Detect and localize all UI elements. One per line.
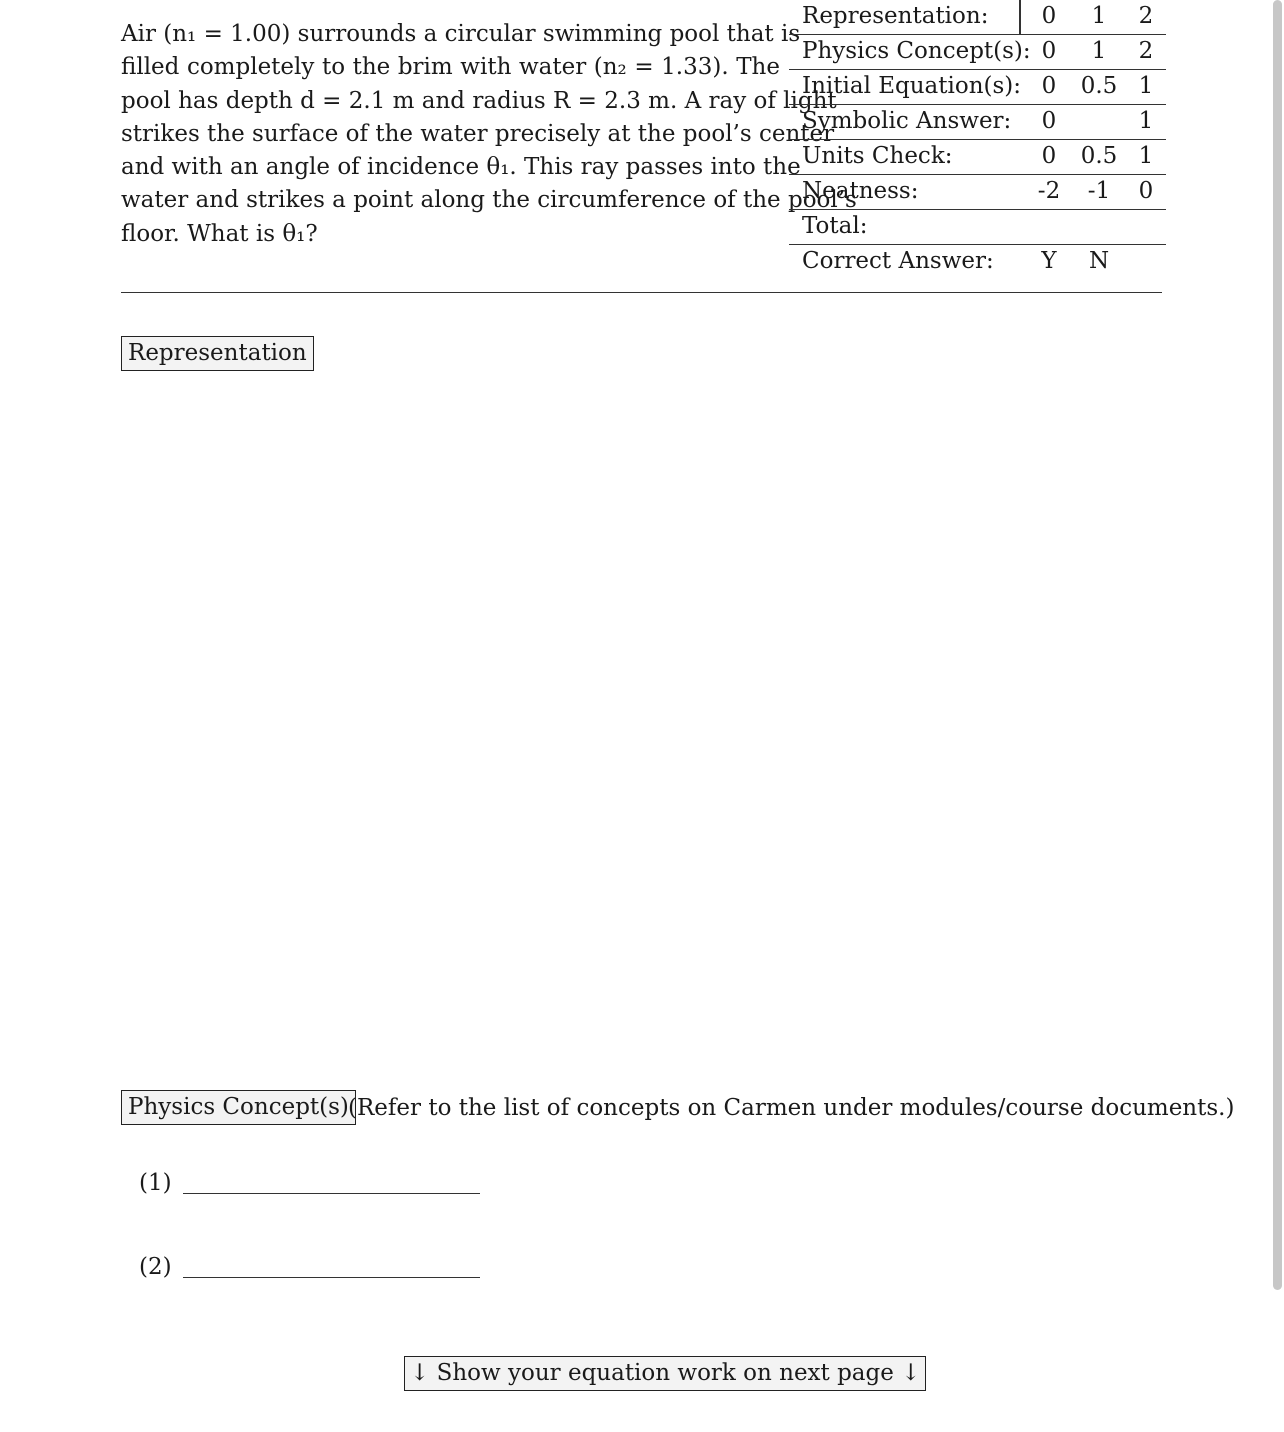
physics-concepts-note: (Refer to the list of concepts on Carmen under modules/course documents.) (348, 1095, 1235, 1121)
rubric-score: 0 (1041, 38, 1057, 64)
concept-number-2: (2) (139, 1254, 172, 1280)
rubric-score: 1 (1138, 73, 1154, 99)
concept-number-1: (1) (139, 1170, 172, 1196)
rubric-score: 0 (1041, 143, 1057, 169)
rubric-score: 0.5 (1080, 143, 1118, 169)
rubric-answer-yes: Y (1041, 248, 1057, 274)
section-divider (121, 292, 1162, 293)
concept-blank-1[interactable] (183, 1193, 480, 1194)
problem-line: strikes the surface of the water precisely at the pool’s center (121, 120, 835, 147)
rubric-score: 1 (1091, 38, 1107, 64)
rubric-label: Correct Answer: (802, 248, 994, 274)
rubric-label: Initial Equation(s): (802, 73, 1022, 99)
rubric-row (789, 0, 1166, 35)
rubric-row (789, 175, 1166, 210)
rubric-label: Total: (802, 213, 868, 239)
concept-blank-2[interactable] (183, 1277, 480, 1278)
rubric-score: 0 (1138, 178, 1154, 204)
rubric-score: 0 (1041, 73, 1057, 99)
problem-line: pool has depth d = 2.1 m and radius R = 2.3 m. A ray of light (121, 87, 837, 114)
rubric-score: 2 (1138, 3, 1154, 29)
rubric-answer-no: N (1088, 248, 1110, 274)
rubric-label: Representation: (802, 3, 989, 29)
physics-concepts-label: Physics Concept(s) (121, 1090, 356, 1125)
rubric-divider (1019, 0, 1021, 35)
problem-line: filled completely to the brim with water (n₂ = 1.33). The (121, 54, 780, 81)
rubric-row (789, 70, 1166, 105)
rubric-row (789, 105, 1166, 140)
rubric-label: Physics Concept(s): (802, 38, 1031, 64)
next-page-note: ↓ Show your equation work on next page ↓ (404, 1356, 926, 1391)
rubric-score: -2 (1037, 178, 1061, 204)
rubric-score: 2 (1138, 38, 1154, 64)
representation-label: Representation (121, 336, 314, 371)
rubric-score: -1 (1087, 178, 1111, 204)
rubric-score: 0 (1041, 108, 1057, 134)
problem-line: water and strikes a point along the circumference of the pool’s (121, 187, 857, 214)
rubric-label: Units Check: (802, 143, 953, 169)
rubric-label: Neatness: (802, 178, 919, 204)
rubric-score: 1 (1138, 108, 1154, 134)
rubric-score: 0.5 (1080, 73, 1118, 99)
rubric-label: Symbolic Answer: (802, 108, 1012, 134)
rubric-score: 0 (1041, 3, 1057, 29)
problem-line: and with an angle of incidence θ₁. This ray passes into the (121, 154, 801, 181)
vertical-scrollbar[interactable] (1273, 0, 1282, 1290)
grading-rubric-table (789, 0, 1166, 279)
rubric-score: 1 (1091, 3, 1107, 29)
rubric-row (789, 210, 1166, 245)
rubric-row (789, 140, 1166, 175)
rubric-score: 1 (1138, 143, 1154, 169)
problem-line: floor. What is θ₁? (121, 220, 318, 247)
problem-line: Air (n₁ = 1.00) surrounds a circular swimming pool that is (121, 21, 801, 47)
rubric-row (789, 35, 1166, 70)
rubric-row (789, 245, 1166, 279)
